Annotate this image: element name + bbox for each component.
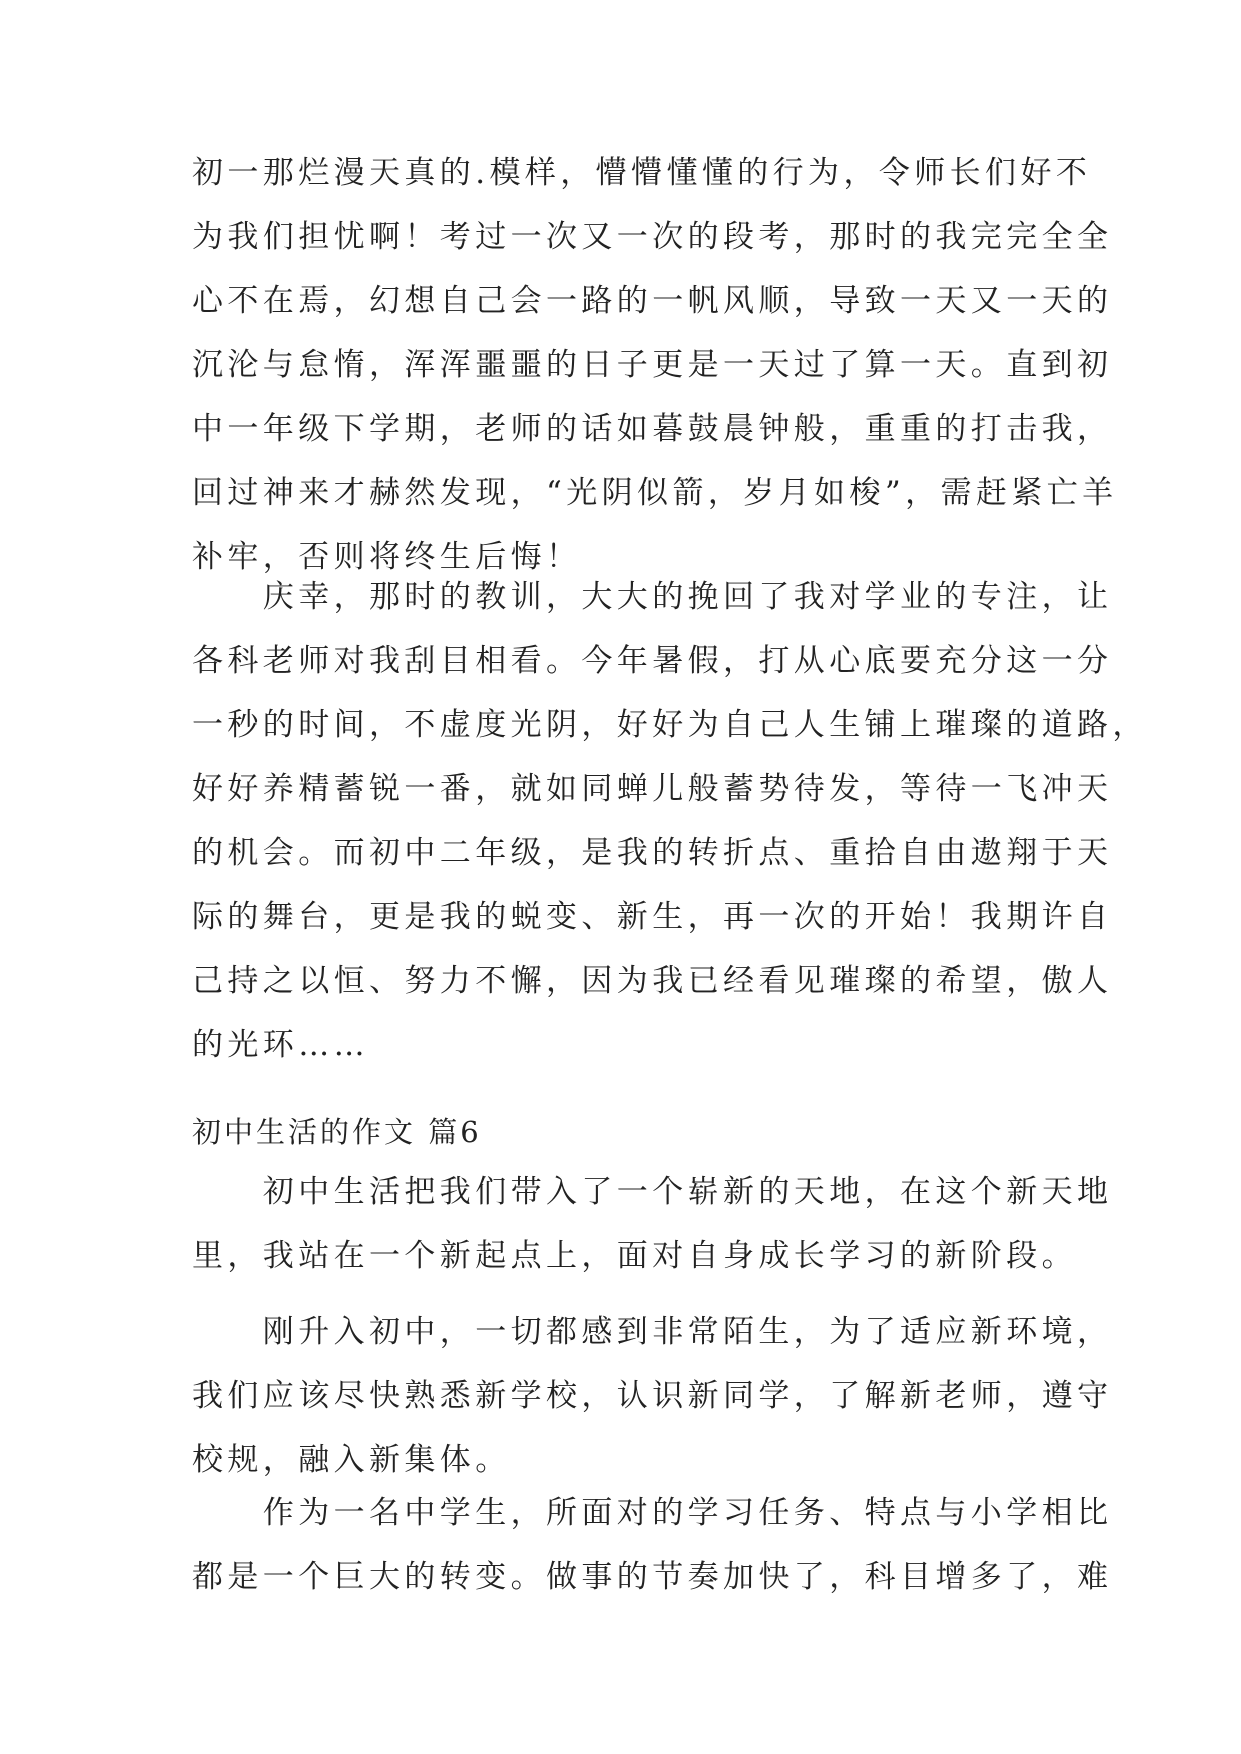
text-line: 的光环…… <box>192 1027 369 1063</box>
text-line: 好好养精蓄锐一番，就如同蝉儿般蓄势待发，等待一飞冲天 <box>192 771 1113 807</box>
text-line: 里，我站在一个新起点上，面对自身成长学习的新阶段。 <box>192 1238 1077 1274</box>
text-line: 初一那烂漫天真的.模样，懵懵懂懂的行为，令师长们好不 <box>192 155 1092 191</box>
text-line: 我们应该尽快熟悉新学校，认识新同学，了解新老师，遵守 <box>192 1378 1113 1414</box>
text-line: 各科老师对我刮目相看。今年暑假，打从心底要充分这一分 <box>192 643 1113 679</box>
text-line: 际的舞台，更是我的蜕变、新生，再一次的开始！我期许自 <box>192 899 1113 935</box>
text-line: 的机会。而初中二年级，是我的转折点、重拾自由遨翔于天 <box>192 835 1113 871</box>
text-line: 沉沦与怠惰，浑浑噩噩的日子更是一天过了算一天。直到初 <box>192 347 1113 383</box>
text-line: 刚升入初中，一切都感到非常陌生，为了适应新环境， <box>192 1314 1113 1350</box>
paragraph-5 <box>192 1481 1113 1609</box>
text-line: 心不在焉，幻想自己会一路的一帆风顺，导致一天又一天的 <box>192 283 1113 319</box>
text-line: 一秒的时间，不虚度光阴，好好为自己人生铺上璀璨的道路， <box>192 707 1148 743</box>
text-line: 中一年级下学期，老师的话如暮鼓晨钟般，重重的打击我， <box>192 411 1113 447</box>
text-line: 己持之以恒、努力不懈，因为我已经看见璀璨的希望，傲人 <box>192 963 1113 999</box>
text-line: 作为一名中学生，所面对的学习任务、特点与小学相比 <box>192 1495 1113 1531</box>
section-heading: 初中生活的作文 篇6 <box>192 1115 482 1149</box>
text-line: 初中生活把我们带入了一个崭新的天地，在这个新天地 <box>192 1174 1113 1210</box>
text-line: 校规，融入新集体。 <box>192 1442 511 1478</box>
text-line: 都是一个巨大的转变。做事的节奏加快了，科目增多了，难 <box>192 1559 1113 1595</box>
text-line: 补牢，否则将终生后悔！ <box>192 539 582 575</box>
text-line: 回过神来才赫然发现，“光阴似箭，岁月如梭”，需赶紧亡羊 <box>192 475 1118 511</box>
text-line: 庆幸，那时的教训，大大的挽回了我对学业的专注，让 <box>192 579 1113 615</box>
text-line: 为我们担忧啊！考过一次又一次的段考，那时的我完完全全 <box>192 219 1113 255</box>
paragraph-2 <box>192 565 1148 1077</box>
paragraph-3 <box>192 1160 1113 1288</box>
section-heading-block <box>192 1100 1050 1164</box>
paragraph-1 <box>192 141 1118 589</box>
paragraph-4 <box>192 1300 1113 1492</box>
